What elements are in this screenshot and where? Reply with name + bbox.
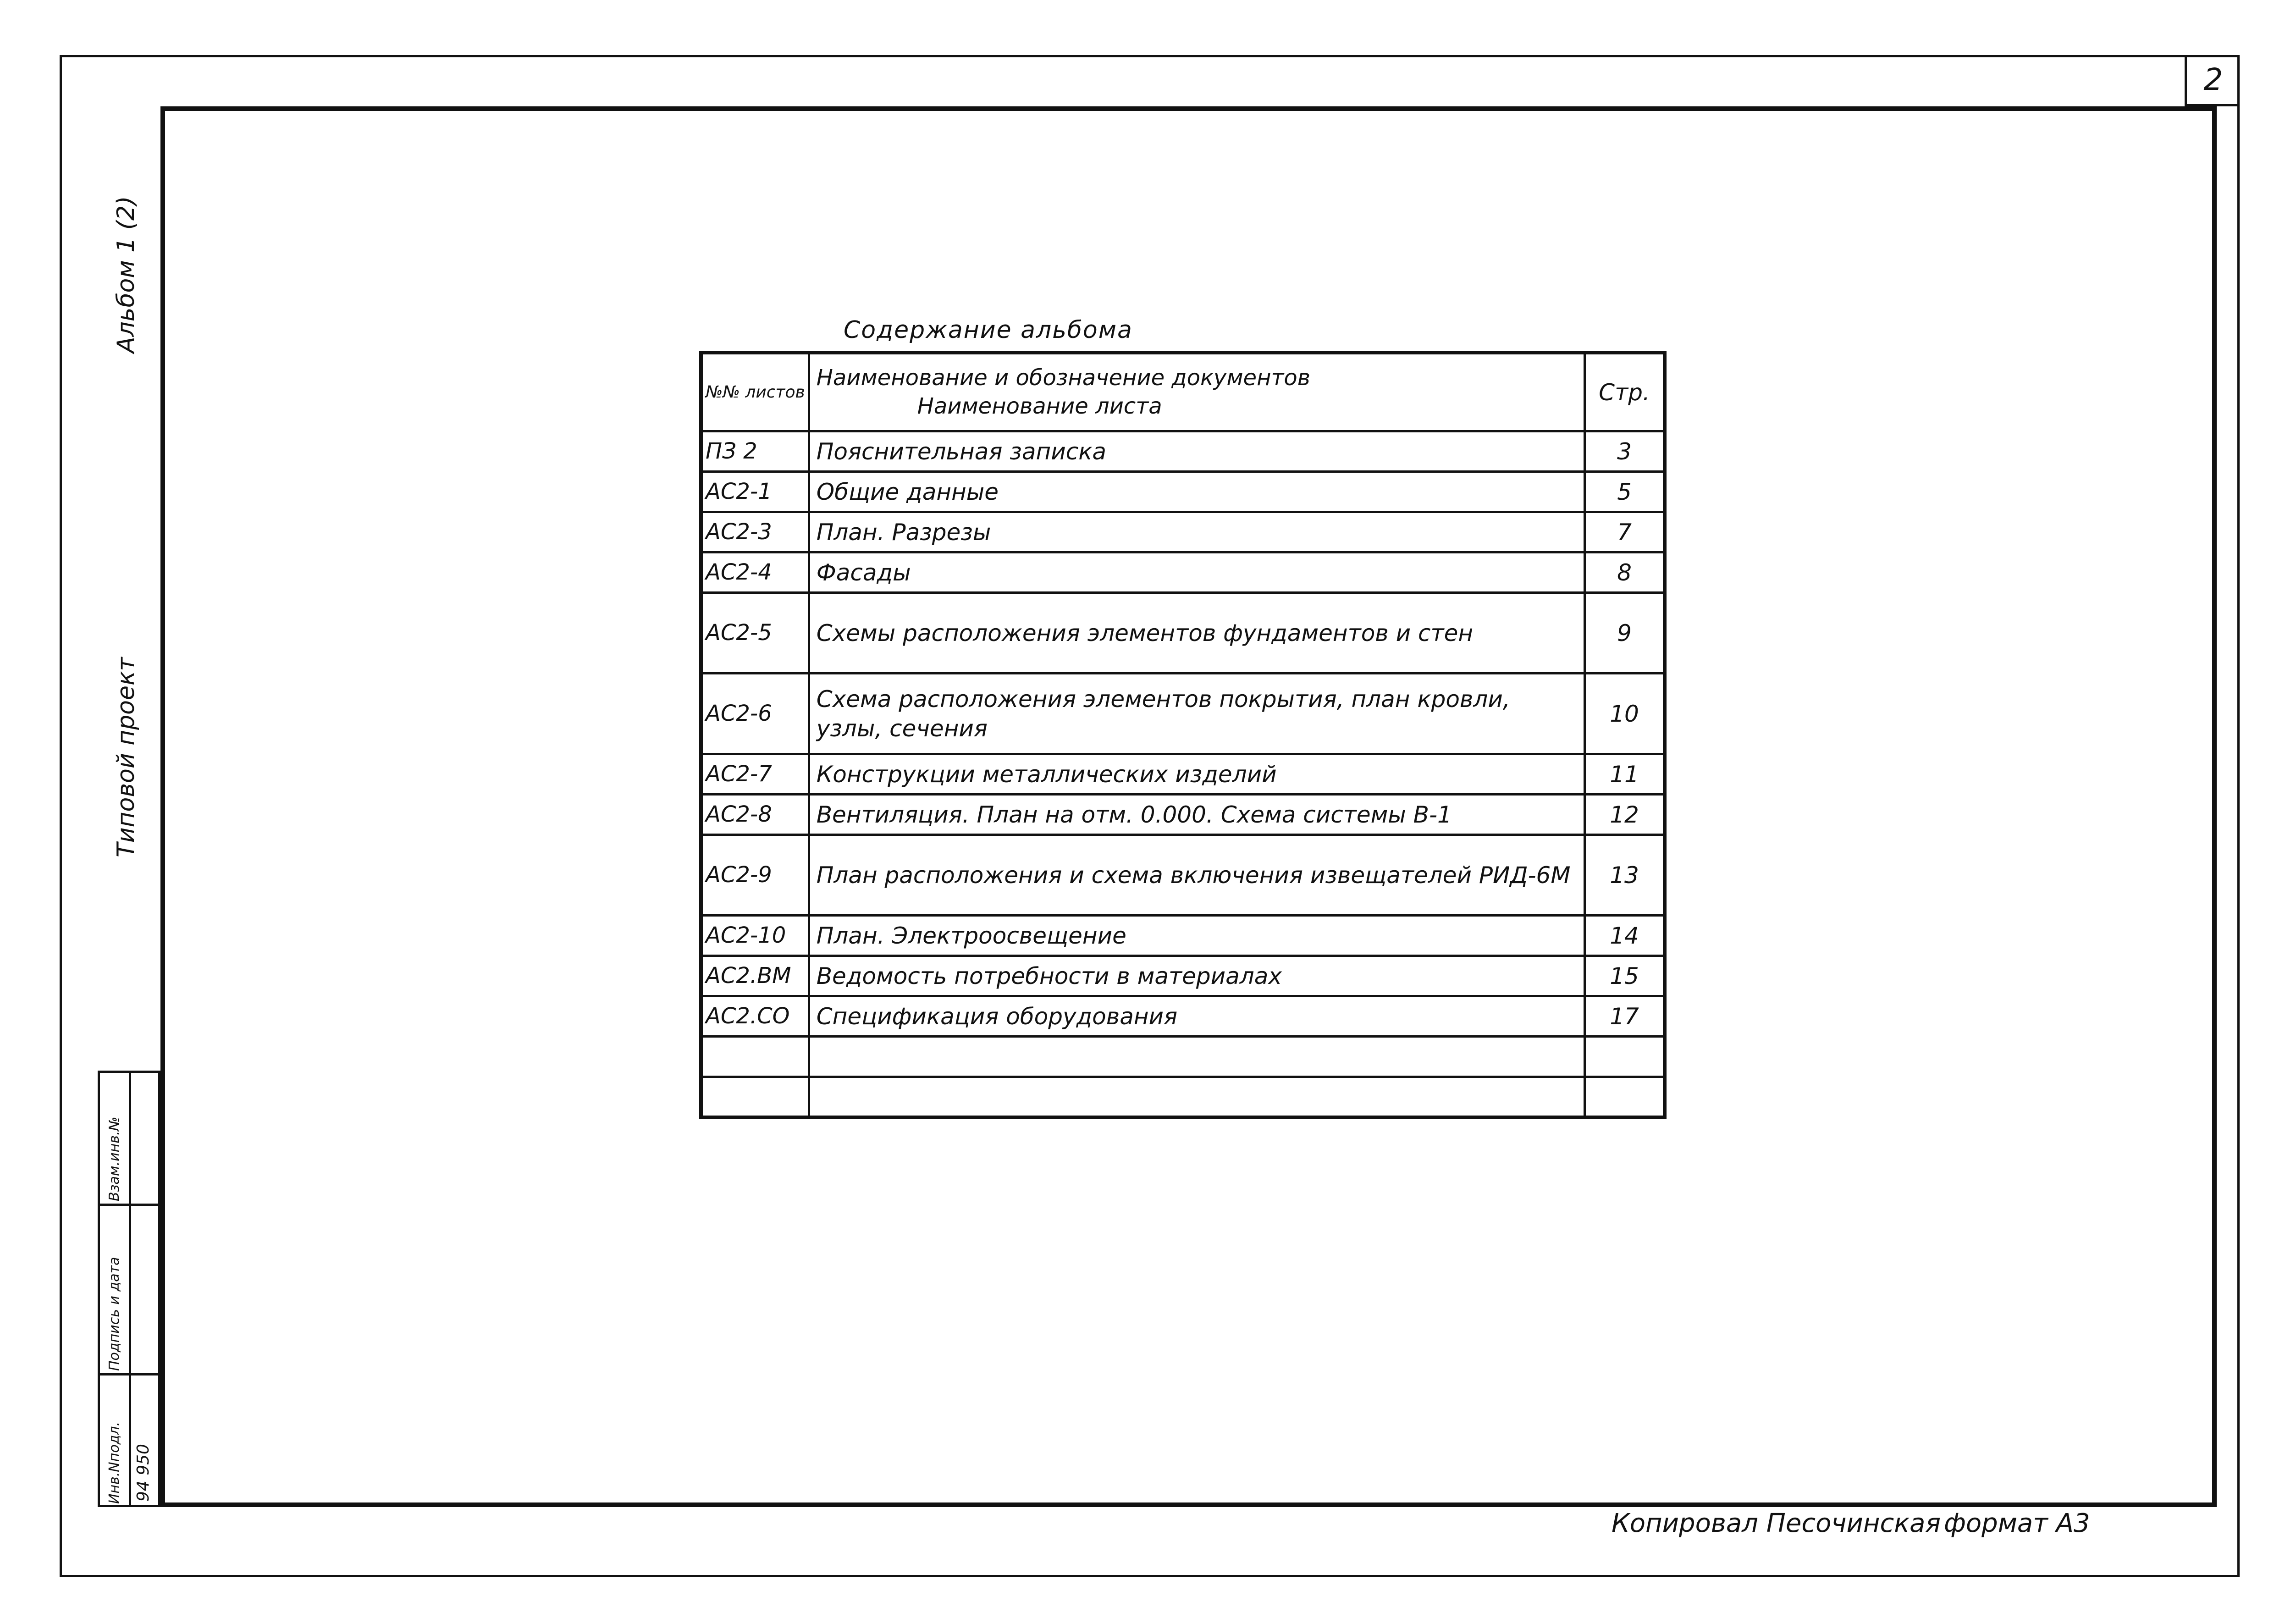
row-page: 11 xyxy=(1585,754,1665,795)
row-page: 7 xyxy=(1585,512,1665,552)
row-sheet-no: АС2-8 xyxy=(701,795,809,835)
table-row xyxy=(701,835,1665,916)
table-row xyxy=(701,552,1665,593)
empty-cell xyxy=(701,1037,809,1077)
row-sheet-no: ПЗ 2 xyxy=(701,431,809,472)
table-row xyxy=(701,431,1665,472)
header-name-line1: Наименование и обозначение документов xyxy=(816,365,1311,391)
row-page: 13 xyxy=(1585,835,1665,916)
empty-table-row xyxy=(701,1077,1665,1117)
row-sheet-no: АС2-6 xyxy=(701,674,809,754)
row-sheet-no: АС2.СО xyxy=(701,996,809,1037)
row-name: Общие данные xyxy=(809,472,1584,512)
empty-cell xyxy=(1585,1037,1665,1077)
header-page: Стр. xyxy=(1585,353,1665,431)
stamp-inv-original-label: Инв.Nподл. xyxy=(106,1421,122,1504)
table-row xyxy=(701,795,1665,835)
row-page: 5 xyxy=(1585,472,1665,512)
table-row xyxy=(701,512,1665,552)
row-page: 3 xyxy=(1585,431,1665,472)
row-page: 17 xyxy=(1585,996,1665,1037)
row-name: Схемы расположения элементов фундаментов и стен xyxy=(809,593,1584,674)
table-row xyxy=(701,996,1665,1037)
row-name: План расположения и схема включения извещателей РИД-6М xyxy=(809,835,1584,916)
row-page: 10 xyxy=(1585,674,1665,754)
row-name: План. Электроосвещение xyxy=(809,916,1584,956)
header-name-line2: Наименование листа xyxy=(917,393,1162,419)
row-page: 14 xyxy=(1585,916,1665,956)
stamp-column-divider xyxy=(129,1073,131,1505)
empty-cell xyxy=(1585,1077,1665,1117)
row-sheet-no: АС2-1 xyxy=(701,472,809,512)
empty-cell xyxy=(701,1077,809,1117)
empty-cell xyxy=(809,1077,1584,1117)
row-page: 12 xyxy=(1585,795,1665,835)
inventory-stamp xyxy=(98,1071,160,1507)
table-row xyxy=(701,754,1665,795)
toc-table xyxy=(699,351,1667,1119)
table-row xyxy=(701,472,1665,512)
footer-format: формат А3 xyxy=(1944,1508,2090,1538)
row-page: 15 xyxy=(1585,956,1665,996)
empty-cell xyxy=(809,1037,1584,1077)
row-name: План. Разрезы xyxy=(809,512,1584,552)
row-sheet-no: АС2-7 xyxy=(701,754,809,795)
album-label: Альбом 1 (2) xyxy=(112,196,140,353)
row-sheet-no: АС2.ВМ xyxy=(701,956,809,996)
header-sheet-no xyxy=(701,353,809,431)
row-sheet-no: АС2-10 xyxy=(701,916,809,956)
row-name: Вентиляция. План на отм. 0.000. Схема системы В-1 xyxy=(809,795,1584,835)
page-number: 2 xyxy=(2185,55,2240,106)
empty-table-row xyxy=(701,1037,1665,1077)
stamp-signature-date-label: Подпись и дата xyxy=(106,1257,122,1371)
project-label: Типовой проект xyxy=(112,657,140,857)
header-sheet-no-label: №№ листов xyxy=(706,383,805,402)
stamp-inv-value: 94 950 xyxy=(134,1444,153,1502)
row-name: Фасады xyxy=(809,552,1584,593)
row-name: Спецификация оборудования xyxy=(809,996,1584,1037)
table-row xyxy=(701,956,1665,996)
row-name: Конструкции металлических изделий xyxy=(809,754,1584,795)
toc-title: Содержание альбома xyxy=(844,316,1133,344)
row-sheet-no: АС2-5 xyxy=(701,593,809,674)
row-page: 8 xyxy=(1585,552,1665,593)
footer-copied-by: Копировал Песочинская xyxy=(1612,1508,1941,1538)
row-sheet-no: АС2-4 xyxy=(701,552,809,593)
row-sheet-no: АС2-3 xyxy=(701,512,809,552)
toc-header-row xyxy=(701,353,1665,431)
table-row xyxy=(701,593,1665,674)
stamp-row-divider xyxy=(100,1204,158,1206)
row-name: Ведомость потребности в материалах xyxy=(809,956,1584,996)
row-name: Схема расположения элементов покрытия, план кровли, узлы, сечения xyxy=(809,674,1584,754)
row-page: 9 xyxy=(1585,593,1665,674)
table-row xyxy=(701,674,1665,754)
row-name: Пояснительная записка xyxy=(809,431,1584,472)
table-row xyxy=(701,916,1665,956)
row-sheet-no: АС2-9 xyxy=(701,835,809,916)
stamp-row-divider xyxy=(100,1373,158,1375)
header-name xyxy=(809,353,1584,431)
stamp-replace-inv-label: Взам.инв.№ xyxy=(106,1116,122,1201)
